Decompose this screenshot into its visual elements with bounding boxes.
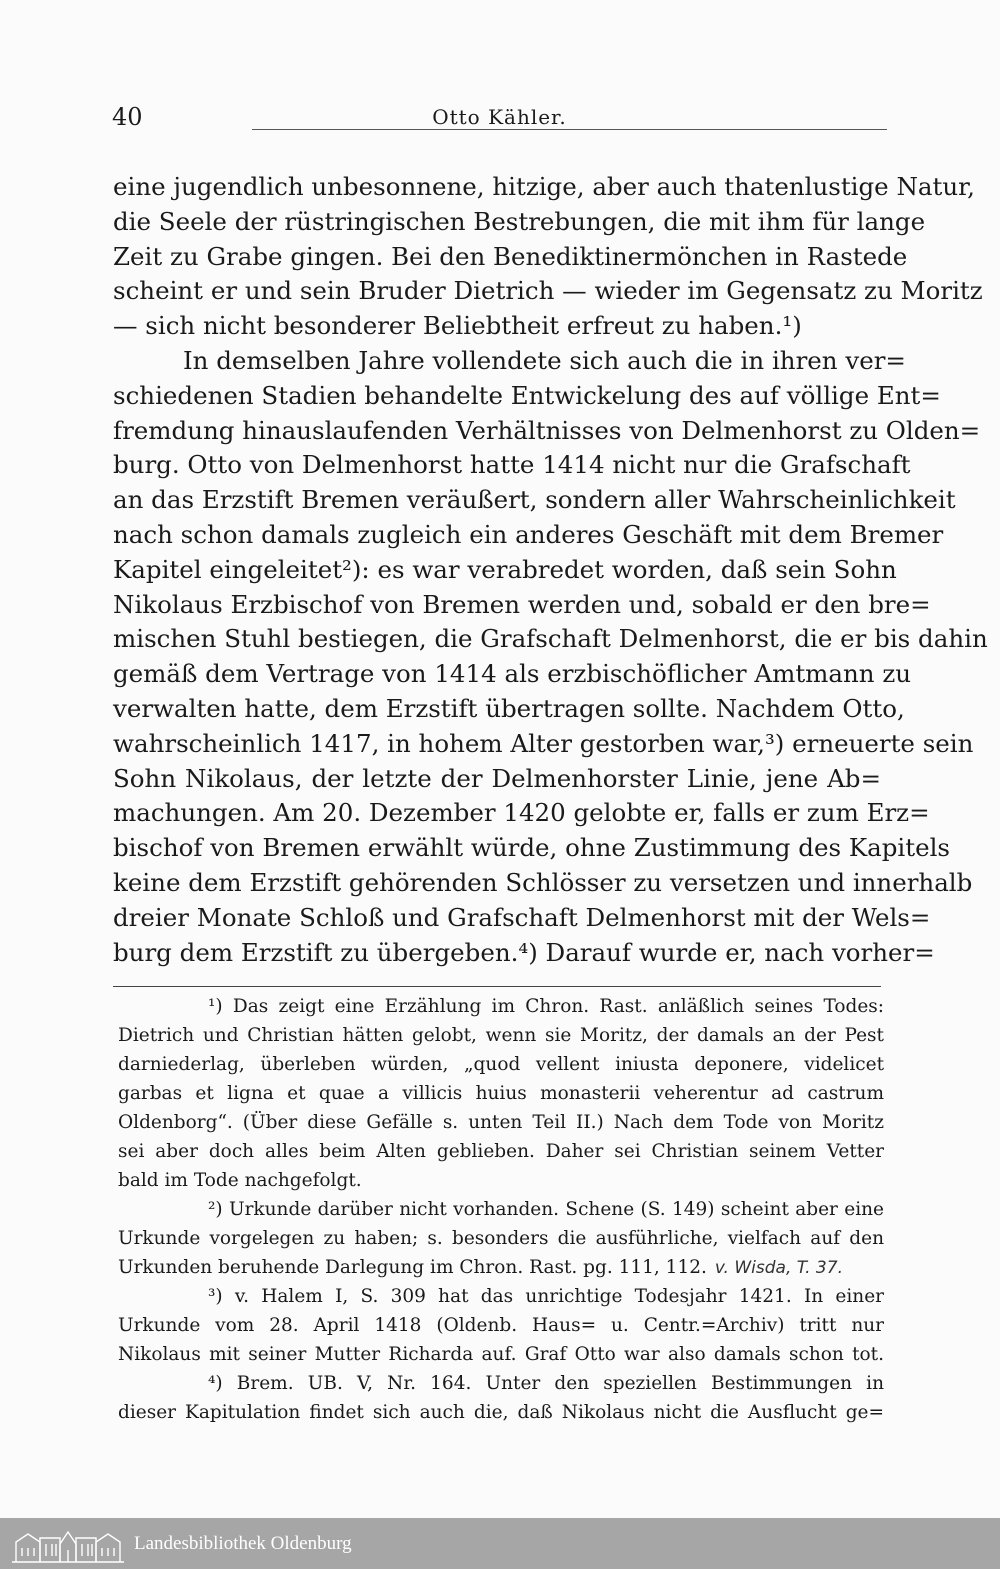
page-number: 40 [112, 103, 143, 131]
main-text [113, 170, 988, 970]
footnote-line: ³) v. Halem I, S. 309 hat das unrichtige Todesjahr 1421. In einer [208, 1286, 884, 1307]
text-line: machungen. Am 20. Dezember 1420 gelobte er, falls er zum Erz= [113, 798, 930, 828]
library-building-icon [8, 1524, 128, 1564]
text-line: burg. Otto von Delmenhorst hatte 1414 nicht nur die Grafschaft [113, 450, 911, 480]
footnote-line: sei aber doch alles beim Alten geblieben. Daher sei Christian seinem Vetter [118, 1141, 884, 1162]
text-line: Zeit zu Grabe gingen. Bei den Benediktinermönchen in Rastede [113, 241, 908, 271]
footnote-line: Dietrich und Christian hätten gelobt, wenn sie Moritz, der damals an der Pest [118, 1025, 884, 1046]
text-line: — sich nicht besonderer Beliebtheit erfreut zu haben.¹) [113, 311, 802, 341]
text-line: fremdung hinauslaufenden Verhältnisses von Delmenhorst zu Olden= [113, 415, 981, 445]
text-line: gemäß dem Vertrage von 1414 als erzbischöflicher Amtmann zu [113, 659, 912, 689]
text-line: Nikolaus Erzbischof von Bremen werden und, sobald er den bre= [113, 589, 931, 619]
text-line: an das Erzstift Bremen veräußert, sondern aller Wahrscheinlichkeit [113, 485, 956, 515]
text-line: mischen Stuhl bestiegen, die Grafschaft Delmenhorst, die er bis dahin [113, 624, 988, 654]
text-line: bischof von Bremen erwählt würde, ohne Zustimmung des Kapitels [113, 833, 950, 863]
footnote-line: Urkunde vorgelegen zu haben; s. besonders die ausführliche, vielfach auf den [118, 1228, 884, 1249]
text-line: dreier Monate Schloß und Grafschaft Delmenhorst mit der Wels= [113, 902, 931, 932]
text-line: die Seele der rüstringischen Bestrebungen, die mit ihm für lange [113, 206, 926, 236]
text-line: In demselben Jahre vollendete sich auch die in ihren ver= [183, 345, 906, 375]
text-line: nach schon damals zugleich ein anderes Geschäft mit dem Bremer [113, 519, 944, 549]
text-line: scheint er und sein Bruder Dietrich — wieder im Gegensatz zu Moritz [113, 276, 983, 306]
running-head: Otto Kähler. [432, 105, 567, 129]
footnote-line: Oldenborg“. (Über diese Gefälle s. unten Teil II.) Nach dem Tode von Moritz [118, 1112, 884, 1133]
text-line: schiedenen Stadien behandelte Entwickelung des auf völlige Ent= [113, 380, 941, 410]
footnote-line: ²) Urkunde darüber nicht vorhanden. Schene (S. 149) scheint aber eine [208, 1199, 884, 1220]
footnote-line: Urkunde vom 28. April 1418 (Oldenb. Haus= u. Centr.=Archiv) tritt nur [118, 1315, 884, 1336]
footnote-line: darniederlag, überleben würden, „quod vellent iniusta deponere, videlicet [118, 1054, 884, 1075]
footnote-line: ⁴) Brem. UB. V, Nr. 164. Unter den speziellen Bestimmungen in [208, 1373, 884, 1394]
footer-bar [0, 1518, 1000, 1569]
footnote-line: ¹) Das zeigt eine Erzählung im Chron. Rast. anläßlich seines Todes: [208, 996, 884, 1017]
footnote-line: garbas et ligna et quae a villicis huius monasterii veherentur ad castrum [118, 1083, 884, 1104]
text-line: burg dem Erzstift zu übergeben.⁴) Darauf wurde er, nach vorher= [113, 937, 935, 967]
footnote-line: bald im Tode nachgefolgt. [118, 1170, 362, 1191]
footnote-line: dieser Kapitulation findet sich auch die, daß Nikolaus nicht die Ausflucht ge= [118, 1402, 884, 1423]
footnote-line: Nikolaus mit seiner Mutter Richarda auf. Graf Otto war also damals schon tot. [118, 1344, 884, 1365]
footnote-text: Urkunden beruhende Darlegung im Chron. Rast. pg. 111, 112. [118, 1257, 707, 1278]
handwritten-annotation: v. Wisda, T. 37. [714, 1258, 843, 1278]
text-line: Kapitel eingeleitet²): es war verabredet worden, daß sein Sohn [113, 554, 897, 584]
footnote-line [118, 1253, 884, 1282]
footnotes [118, 992, 884, 1427]
footer-label: Landesbibliothek Oldenburg [134, 1532, 352, 1554]
page-header [112, 103, 887, 135]
text-line: eine jugendlich unbesonnene, hitzige, aber auch thatenlustige Natur, [113, 172, 975, 201]
text-line: Sohn Nikolaus, der letzte der Delmenhorster Linie, jene Ab= [113, 763, 881, 793]
text-line: verwalten hatte, dem Erzstift übertragen sollte. Nachdem Otto, [113, 693, 905, 723]
text-line: wahrscheinlich 1417, in hohem Alter gestorben war,³) erneuerte sein [113, 728, 974, 758]
header-rule [252, 129, 887, 130]
footnote-rule [113, 986, 881, 987]
text-line: keine dem Erzstift gehörenden Schlösser zu versetzen und innerhalb [113, 867, 973, 897]
